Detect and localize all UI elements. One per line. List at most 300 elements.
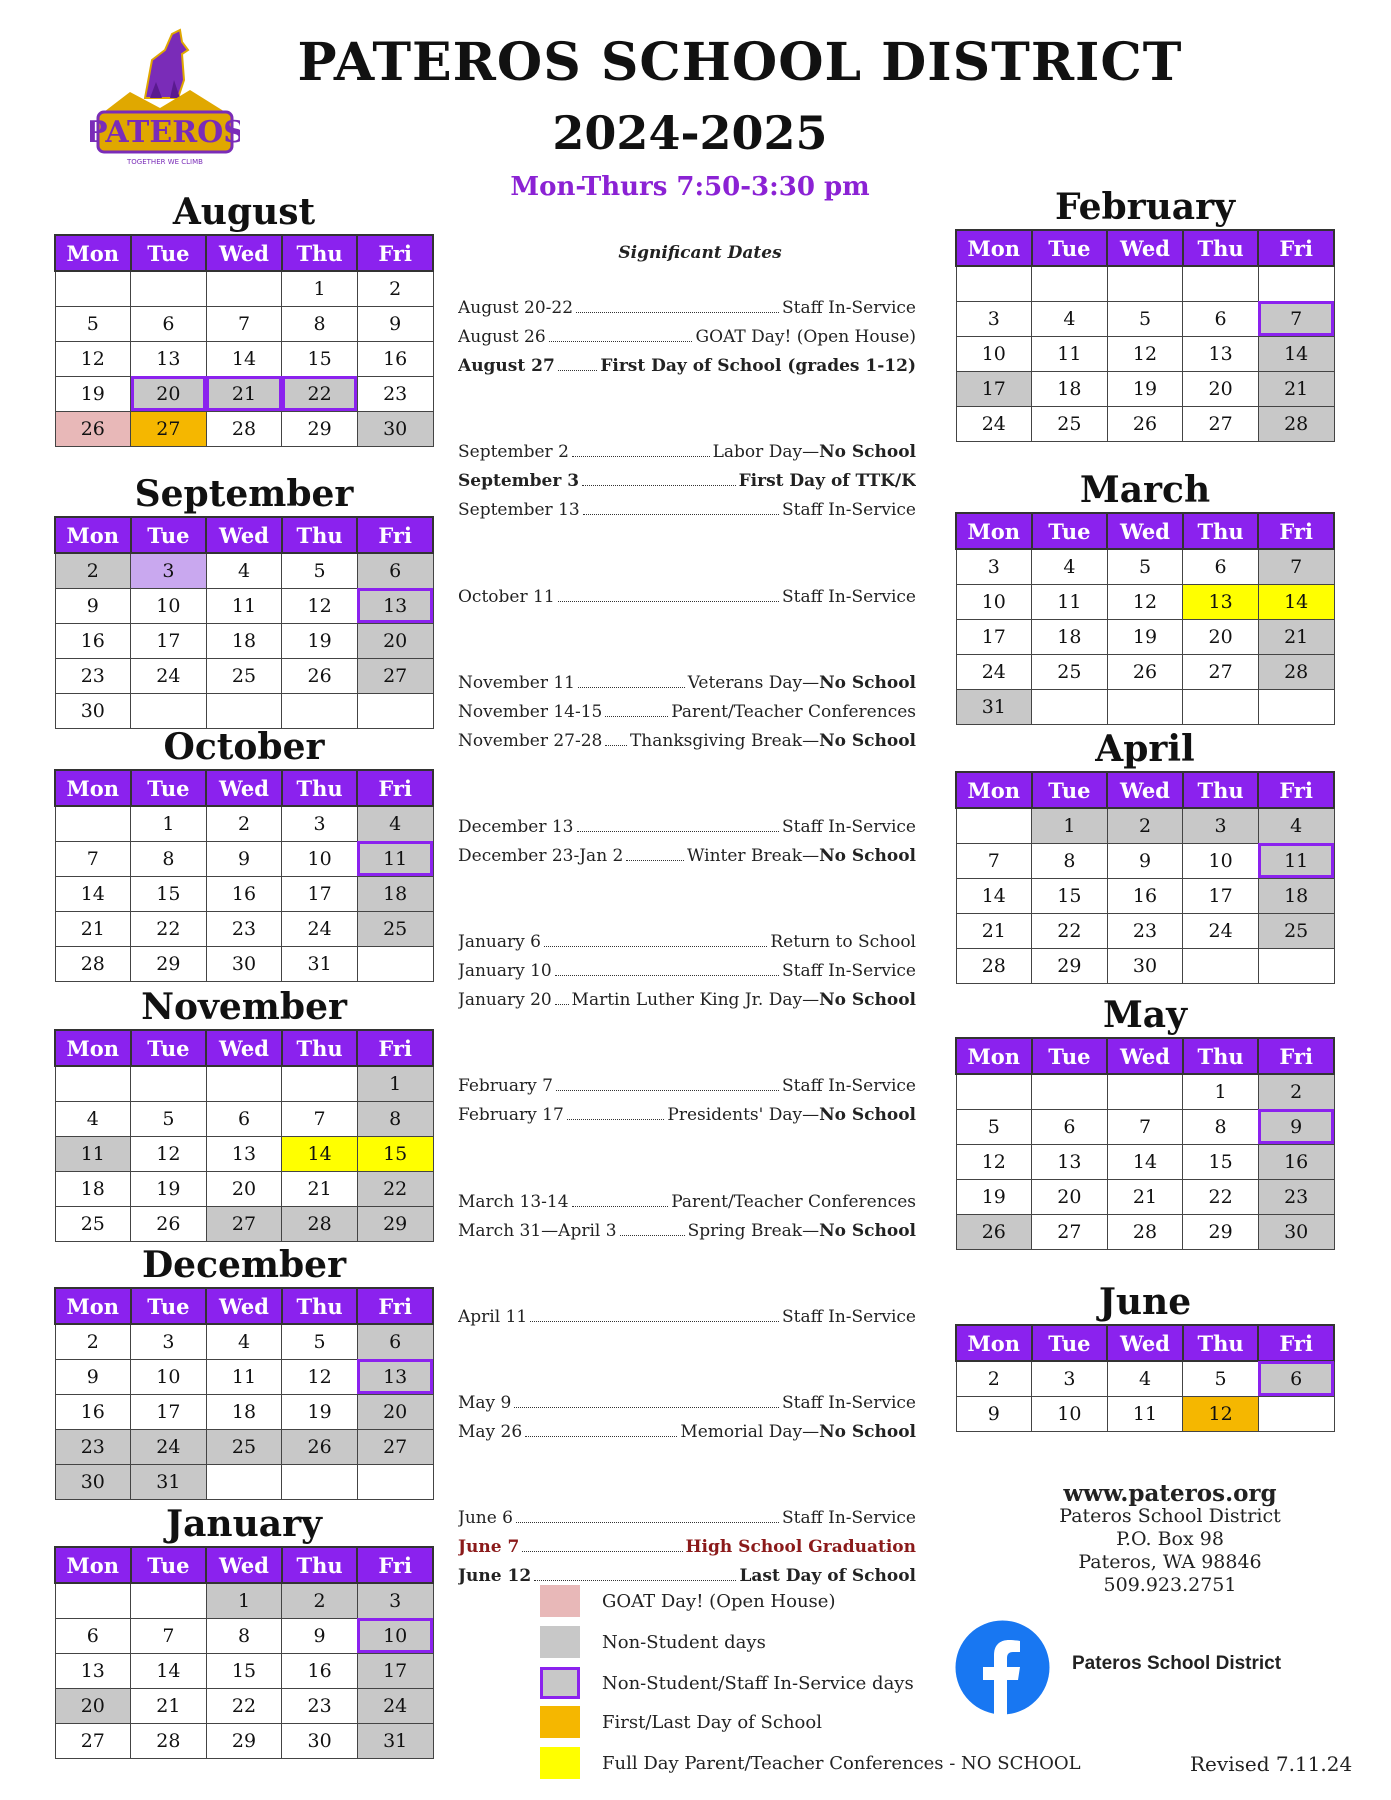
day-cell: 10 — [1032, 1396, 1108, 1431]
month-december — [54, 1243, 434, 1500]
facebook-icon[interactable] — [955, 1620, 1050, 1715]
day-cell: 2 — [206, 806, 282, 841]
day-cell — [1032, 1074, 1108, 1109]
day-cell: 30 — [1258, 1214, 1334, 1249]
weekday-header: Fri — [357, 770, 433, 806]
day-cell: 11 — [206, 588, 282, 623]
day-cell: 16 — [357, 341, 433, 376]
legend-swatch — [540, 1585, 580, 1617]
day-cell: 11 — [1107, 1396, 1183, 1431]
month-november — [54, 985, 434, 1242]
po-box: P.O. Box 98 — [1116, 1528, 1224, 1550]
day-cell: 24 — [131, 1429, 207, 1464]
day-cell: 2 — [55, 1324, 131, 1359]
event-row — [458, 932, 916, 952]
day-cell: 1 — [1183, 1074, 1259, 1109]
event-row — [458, 471, 916, 491]
day-cell: 21 — [1258, 619, 1334, 654]
day-cell: 9 — [956, 1396, 1032, 1431]
event-text: Last Day of School — [739, 1566, 916, 1586]
month-october — [54, 725, 434, 982]
day-cell: 7 — [1258, 301, 1334, 336]
event-date: September 3 — [458, 471, 580, 491]
day-cell: 16 — [282, 1653, 358, 1688]
weekday-header: Thu — [282, 770, 358, 806]
day-cell: 28 — [206, 411, 282, 446]
event-text: Staff In-Service — [782, 961, 916, 981]
day-cell: 3 — [357, 1583, 433, 1618]
day-cell: 30 — [1107, 948, 1183, 983]
event-date: August 27 — [458, 356, 555, 376]
no-school-label: No School — [819, 990, 916, 1010]
event-description — [739, 471, 916, 491]
contact-block — [1000, 1482, 1340, 1597]
day-cell — [282, 1066, 358, 1101]
day-cell: 20 — [131, 376, 207, 411]
event-description — [572, 990, 916, 1010]
event-text: First Day of School (grades 1-12) — [600, 356, 916, 376]
event-date: April 11 — [458, 1307, 528, 1327]
weekday-header: Wed — [206, 1030, 282, 1066]
legend-label: Non-Student/Staff In-Service days — [602, 1672, 914, 1694]
event-row — [458, 1537, 916, 1557]
day-cell: 9 — [55, 588, 131, 623]
day-cell: 16 — [1107, 878, 1183, 913]
day-cell — [1032, 266, 1108, 301]
day-cell: 20 — [357, 1394, 433, 1429]
event-row — [458, 1105, 916, 1125]
day-cell — [131, 1066, 207, 1101]
day-cell: 18 — [1032, 371, 1108, 406]
day-cell: 22 — [131, 911, 207, 946]
event-text: Veterans Day— — [687, 673, 820, 693]
month-name: September — [134, 473, 354, 515]
day-cell: 19 — [282, 1394, 358, 1429]
event-text: Staff In-Service — [782, 500, 916, 520]
day-cell: 6 — [1032, 1109, 1108, 1144]
day-cell — [956, 266, 1032, 301]
weekday-header: Thu — [282, 235, 358, 271]
event-text: Spring Break— — [687, 1221, 820, 1241]
weekday-header: Wed — [1107, 1325, 1183, 1361]
day-cell — [1258, 689, 1334, 724]
event-row — [458, 1508, 916, 1528]
event-description — [770, 932, 916, 952]
leader-dots — [626, 860, 684, 861]
legend-swatch — [540, 1667, 580, 1699]
event-date: November 14-15 — [458, 702, 603, 722]
day-cell: 5 — [1107, 549, 1183, 584]
day-cell: 19 — [282, 623, 358, 658]
event-description — [667, 1105, 916, 1125]
day-cell: 4 — [206, 553, 282, 588]
day-cell: 24 — [131, 658, 207, 693]
day-cell: 6 — [131, 306, 207, 341]
day-cell: 4 — [1258, 808, 1334, 843]
day-cell: 8 — [357, 1101, 433, 1136]
day-cell: 23 — [206, 911, 282, 946]
calendar-grid — [54, 1546, 434, 1759]
day-cell: 27 — [206, 1206, 282, 1241]
event-description — [782, 817, 916, 837]
significant-dates-title: Significant Dates — [618, 243, 782, 263]
day-cell: 15 — [357, 1136, 433, 1171]
day-cell — [55, 271, 131, 306]
day-cell: 20 — [1032, 1179, 1108, 1214]
day-cell: 28 — [1258, 406, 1334, 441]
event-text: Staff In-Service — [782, 817, 916, 837]
event-row — [458, 1192, 916, 1212]
event-row — [458, 702, 916, 722]
day-cell: 24 — [357, 1688, 433, 1723]
event-description — [782, 587, 916, 607]
day-cell: 23 — [282, 1688, 358, 1723]
event-description — [687, 846, 916, 866]
day-cell: 20 — [357, 623, 433, 658]
leader-dots — [582, 485, 736, 486]
city-address: Pateros, WA 98846 — [1078, 1551, 1262, 1573]
weekday-header: Wed — [206, 517, 282, 553]
leader-dots — [534, 1580, 736, 1581]
event-description — [713, 442, 916, 462]
weekday-header: Wed — [1107, 772, 1183, 808]
month-january — [54, 1502, 434, 1759]
event-text: GOAT Day! (Open House) — [695, 327, 916, 347]
event-text: Staff In-Service — [782, 1076, 916, 1096]
day-cell: 31 — [282, 946, 358, 981]
day-cell: 14 — [956, 878, 1032, 913]
event-description — [680, 1422, 916, 1442]
day-cell: 23 — [1107, 913, 1183, 948]
day-cell: 5 — [1183, 1361, 1259, 1396]
event-date: January 10 — [458, 961, 552, 981]
month-name: August — [172, 191, 316, 233]
month-name: December — [141, 1244, 347, 1286]
day-cell: 7 — [956, 843, 1032, 878]
day-cell: 21 — [1107, 1179, 1183, 1214]
day-cell: 10 — [956, 584, 1032, 619]
day-cell: 3 — [1032, 1361, 1108, 1396]
school-year: 2024-2025 — [552, 106, 828, 160]
phone-number: 509.923.2751 — [1103, 1574, 1237, 1596]
day-cell: 15 — [1183, 1144, 1259, 1179]
day-cell — [1107, 266, 1183, 301]
weekday-header: Fri — [1258, 1325, 1334, 1361]
day-cell: 23 — [357, 376, 433, 411]
event-description — [782, 1393, 916, 1413]
day-cell — [131, 271, 207, 306]
weekday-header: Thu — [1183, 1325, 1259, 1361]
day-cell: 27 — [55, 1723, 131, 1758]
svg-text:TOGETHER WE CLIMB: TOGETHER WE CLIMB — [127, 158, 203, 166]
day-cell: 18 — [55, 1171, 131, 1206]
event-text: Staff In-Service — [782, 1307, 916, 1327]
event-text: Staff In-Service — [782, 1508, 916, 1528]
event-row — [458, 1393, 916, 1413]
weekday-header: Thu — [282, 1547, 358, 1583]
school-hours: Mon-Thurs 7:50-3:30 pm — [510, 172, 870, 202]
day-cell: 25 — [55, 1206, 131, 1241]
weekday-header: Fri — [357, 1547, 433, 1583]
day-cell: 10 — [956, 336, 1032, 371]
month-august — [54, 190, 434, 447]
day-cell: 12 — [1183, 1396, 1259, 1431]
day-cell: 13 — [55, 1653, 131, 1688]
weekday-header: Tue — [1032, 1325, 1108, 1361]
day-cell: 7 — [131, 1618, 207, 1653]
legend-swatch — [540, 1626, 580, 1658]
event-row — [458, 1221, 916, 1241]
day-cell: 5 — [956, 1109, 1032, 1144]
leader-dots — [544, 946, 767, 947]
day-cell — [357, 1464, 433, 1499]
day-cell: 17 — [357, 1653, 433, 1688]
event-row — [458, 356, 916, 376]
day-cell: 11 — [1258, 843, 1334, 878]
day-cell: 14 — [131, 1653, 207, 1688]
day-cell: 11 — [357, 841, 433, 876]
day-cell: 20 — [1183, 371, 1259, 406]
day-cell: 18 — [1032, 619, 1108, 654]
legend-swatch — [540, 1706, 580, 1738]
day-cell: 30 — [206, 946, 282, 981]
event-date: June 7 — [458, 1537, 520, 1557]
day-cell: 27 — [1032, 1214, 1108, 1249]
leader-dots — [556, 1090, 779, 1091]
weekday-header: Thu — [1183, 230, 1259, 266]
event-description — [688, 1221, 916, 1241]
event-date: August 20-22 — [458, 298, 574, 318]
day-cell: 1 — [357, 1066, 433, 1101]
day-cell: 2 — [956, 1361, 1032, 1396]
day-cell: 17 — [1183, 878, 1259, 913]
day-cell — [1258, 266, 1334, 301]
weekday-header: Thu — [282, 517, 358, 553]
event-row — [458, 500, 916, 520]
day-cell: 28 — [131, 1723, 207, 1758]
day-cell: 15 — [131, 876, 207, 911]
day-cell: 16 — [55, 1394, 131, 1429]
day-cell: 6 — [357, 553, 433, 588]
day-cell: 14 — [1258, 584, 1334, 619]
day-cell — [282, 693, 358, 728]
weekday-header: Wed — [206, 770, 282, 806]
day-cell: 13 — [131, 341, 207, 376]
day-cell: 26 — [282, 658, 358, 693]
calendar-grid — [955, 512, 1335, 725]
day-cell: 7 — [206, 306, 282, 341]
day-cell: 30 — [55, 693, 131, 728]
day-cell: 8 — [131, 841, 207, 876]
day-cell: 2 — [282, 1583, 358, 1618]
weekday-header: Thu — [1183, 513, 1259, 549]
day-cell: 19 — [1107, 371, 1183, 406]
day-cell: 4 — [357, 806, 433, 841]
day-cell: 13 — [1183, 336, 1259, 371]
day-cell: 22 — [206, 1688, 282, 1723]
event-description — [782, 500, 916, 520]
day-cell: 29 — [131, 946, 207, 981]
day-cell: 27 — [1183, 406, 1259, 441]
weekday-header: Fri — [1258, 230, 1334, 266]
day-cell: 10 — [1183, 843, 1259, 878]
weekday-header: Wed — [206, 235, 282, 271]
event-text: Martin Luther King Jr. Day— — [571, 990, 820, 1010]
event-row — [458, 298, 916, 318]
weekday-header: Mon — [55, 1547, 131, 1583]
day-cell: 24 — [956, 654, 1032, 689]
event-description — [782, 1307, 916, 1327]
day-cell — [1183, 689, 1259, 724]
day-cell: 5 — [1107, 301, 1183, 336]
event-text: Staff In-Service — [782, 298, 916, 318]
weekday-header: Fri — [357, 517, 433, 553]
weekday-header: Thu — [1183, 772, 1259, 808]
event-text: Staff In-Service — [782, 1393, 916, 1413]
month-april — [955, 727, 1335, 984]
day-cell: 3 — [1183, 808, 1259, 843]
leader-dots — [567, 1119, 665, 1120]
event-date: January 6 — [458, 932, 541, 952]
no-school-label: No School — [819, 846, 916, 866]
legend-swatch — [540, 1747, 580, 1779]
day-cell: 16 — [1258, 1144, 1334, 1179]
day-cell: 19 — [131, 1171, 207, 1206]
day-cell: 29 — [206, 1723, 282, 1758]
weekday-header: Mon — [956, 230, 1032, 266]
weekday-header: Mon — [956, 513, 1032, 549]
leader-dots — [525, 1436, 677, 1437]
day-cell: 21 — [1258, 371, 1334, 406]
event-description — [782, 1076, 916, 1096]
day-cell: 12 — [55, 341, 131, 376]
day-cell: 5 — [282, 1324, 358, 1359]
day-cell — [1258, 1396, 1334, 1431]
month-name: April — [1095, 728, 1195, 770]
calendar-grid — [955, 1037, 1335, 1250]
legend-item — [540, 1626, 766, 1658]
weekday-header: Tue — [1032, 772, 1108, 808]
leader-dots — [620, 1235, 685, 1236]
event-row — [458, 442, 916, 462]
day-cell: 20 — [55, 1688, 131, 1723]
day-cell: 28 — [1258, 654, 1334, 689]
leader-dots — [522, 1551, 682, 1552]
legend-item — [540, 1585, 835, 1617]
day-cell: 24 — [282, 911, 358, 946]
day-cell: 7 — [282, 1101, 358, 1136]
event-row — [458, 587, 916, 607]
weekday-header: Mon — [956, 1038, 1032, 1074]
day-cell: 29 — [1183, 1214, 1259, 1249]
weekday-header: Tue — [1032, 230, 1108, 266]
day-cell: 4 — [55, 1101, 131, 1136]
district-name: Pateros School District — [1059, 1505, 1281, 1527]
day-cell: 25 — [206, 1429, 282, 1464]
legend-item — [540, 1667, 914, 1699]
event-row — [458, 731, 916, 751]
day-cell: 1 — [282, 271, 358, 306]
leader-dots — [605, 716, 668, 717]
event-date: August 26 — [458, 327, 546, 347]
day-cell: 3 — [956, 301, 1032, 336]
event-text: Presidents' Day— — [667, 1105, 820, 1125]
website-link[interactable]: www.pateros.org — [1063, 1480, 1277, 1507]
day-cell: 27 — [357, 658, 433, 693]
month-may — [955, 993, 1335, 1250]
day-cell: 29 — [282, 411, 358, 446]
day-cell: 13 — [1183, 584, 1259, 619]
day-cell: 21 — [206, 376, 282, 411]
day-cell: 26 — [956, 1214, 1032, 1249]
day-cell: 2 — [55, 553, 131, 588]
day-cell: 22 — [282, 376, 358, 411]
day-cell — [55, 1583, 131, 1618]
day-cell: 16 — [206, 876, 282, 911]
event-text: Winter Break— — [686, 846, 820, 866]
weekday-header: Fri — [357, 1288, 433, 1324]
leader-dots — [578, 687, 685, 688]
day-cell — [956, 1074, 1032, 1109]
day-cell: 8 — [1032, 843, 1108, 878]
leader-dots — [583, 514, 779, 515]
day-cell: 11 — [1032, 336, 1108, 371]
leader-dots — [558, 370, 598, 371]
weekday-header: Wed — [206, 1547, 282, 1583]
weekday-header: Thu — [1183, 1038, 1259, 1074]
day-cell: 17 — [282, 876, 358, 911]
weekday-header: Fri — [357, 235, 433, 271]
day-cell: 12 — [282, 1359, 358, 1394]
day-cell — [956, 808, 1032, 843]
event-date: May 9 — [458, 1393, 512, 1413]
day-cell: 27 — [1183, 654, 1259, 689]
weekday-header: Mon — [55, 1030, 131, 1066]
day-cell: 9 — [357, 306, 433, 341]
day-cell: 2 — [357, 271, 433, 306]
no-school-label: No School — [819, 673, 916, 693]
day-cell: 6 — [1183, 549, 1259, 584]
day-cell — [1107, 689, 1183, 724]
day-cell: 1 — [206, 1583, 282, 1618]
day-cell: 1 — [1032, 808, 1108, 843]
day-cell: 9 — [1258, 1109, 1334, 1144]
event-date: November 11 — [458, 673, 575, 693]
day-cell: 22 — [1183, 1179, 1259, 1214]
day-cell: 9 — [1107, 843, 1183, 878]
day-cell: 28 — [1107, 1214, 1183, 1249]
day-cell: 14 — [1107, 1144, 1183, 1179]
day-cell: 13 — [1032, 1144, 1108, 1179]
day-cell: 12 — [1107, 584, 1183, 619]
event-row — [458, 673, 916, 693]
calendar-grid — [955, 1324, 1335, 1432]
day-cell: 2 — [1107, 808, 1183, 843]
day-cell — [1183, 948, 1259, 983]
leader-dots — [555, 975, 779, 976]
day-cell — [282, 1464, 358, 1499]
facebook-page-name[interactable]: Pateros School District — [1072, 1653, 1282, 1674]
event-description — [782, 1508, 916, 1528]
event-date: September 2 — [458, 442, 569, 462]
day-cell: 6 — [206, 1101, 282, 1136]
day-cell: 14 — [206, 341, 282, 376]
day-cell: 23 — [55, 1429, 131, 1464]
day-cell: 15 — [282, 341, 358, 376]
weekday-header: Thu — [282, 1030, 358, 1066]
day-cell: 5 — [55, 306, 131, 341]
month-name: June — [1098, 1281, 1192, 1323]
